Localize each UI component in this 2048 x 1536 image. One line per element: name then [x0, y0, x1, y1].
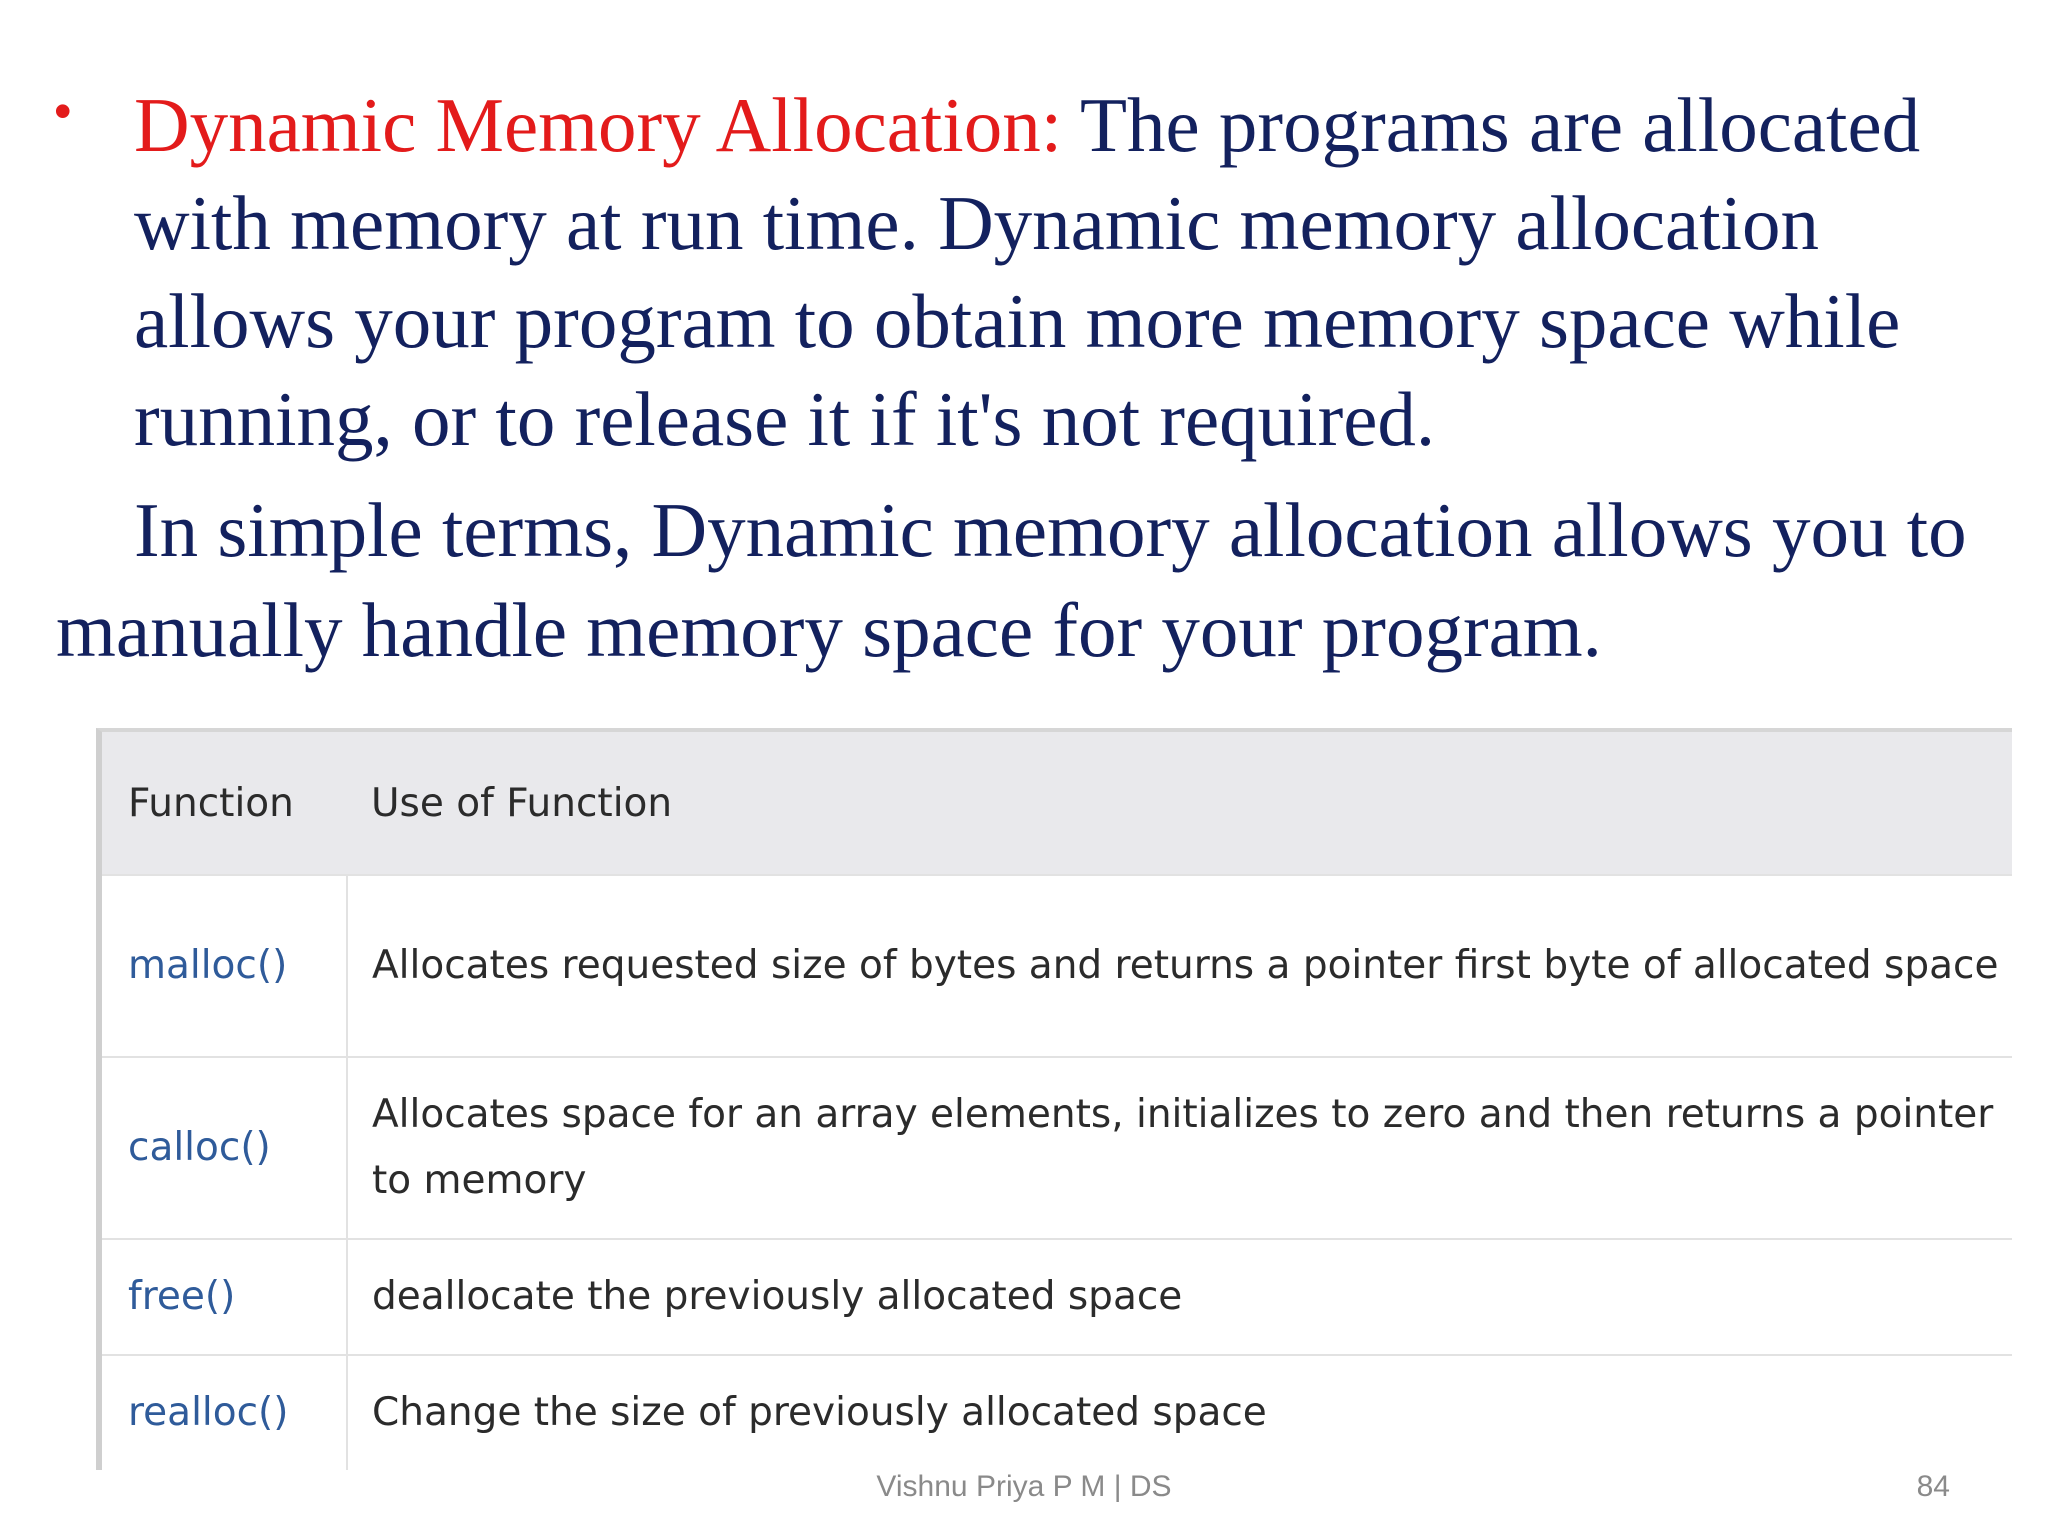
table-row: [102, 1355, 2012, 1470]
function-name-calloc: calloc(): [102, 1057, 347, 1239]
header-function: Function: [102, 732, 347, 875]
function-table: [102, 732, 2012, 1470]
summary-paragraph: In simple terms, Dynamic memory allocation allows you to manually handle memory space for your program.: [56, 487, 1967, 673]
function-name-free: free(): [102, 1239, 347, 1355]
function-use-realloc: Change the size of previously allocated space: [347, 1355, 2012, 1470]
page-number: 84: [1916, 1470, 1950, 1503]
highlight-term: Dynamic Memory Allocation:: [134, 82, 1063, 168]
function-table-container: [96, 728, 2012, 1470]
table-row: [102, 875, 2012, 1057]
bullet-description: The programs are allocated with memory at run time. Dynamic memory allocation allows your program to obtain more memory space while running, or to release it if it's not required.: [134, 82, 1921, 462]
function-use-free: deallocate the previously allocated space: [347, 1239, 2012, 1355]
table-row: [102, 1057, 2012, 1239]
header-use-of-function: Use of Function: [347, 732, 2012, 875]
table-header-row: [102, 732, 2012, 875]
bullet-paragraph: [134, 76, 2014, 468]
function-use-malloc: Allocates requested size of bytes and returns a pointer first byte of allocated space: [347, 875, 2012, 1057]
bullet-icon: •: [54, 83, 72, 139]
footer-author: Vishnu Priya P M | DS: [876, 1470, 1172, 1503]
table-row: [102, 1239, 2012, 1355]
function-name-realloc: realloc(): [102, 1355, 347, 1470]
function-use-calloc: Allocates space for an array elements, initializes to zero and then returns a pointer to memory: [347, 1057, 2012, 1239]
function-name-malloc: malloc(): [102, 875, 347, 1057]
